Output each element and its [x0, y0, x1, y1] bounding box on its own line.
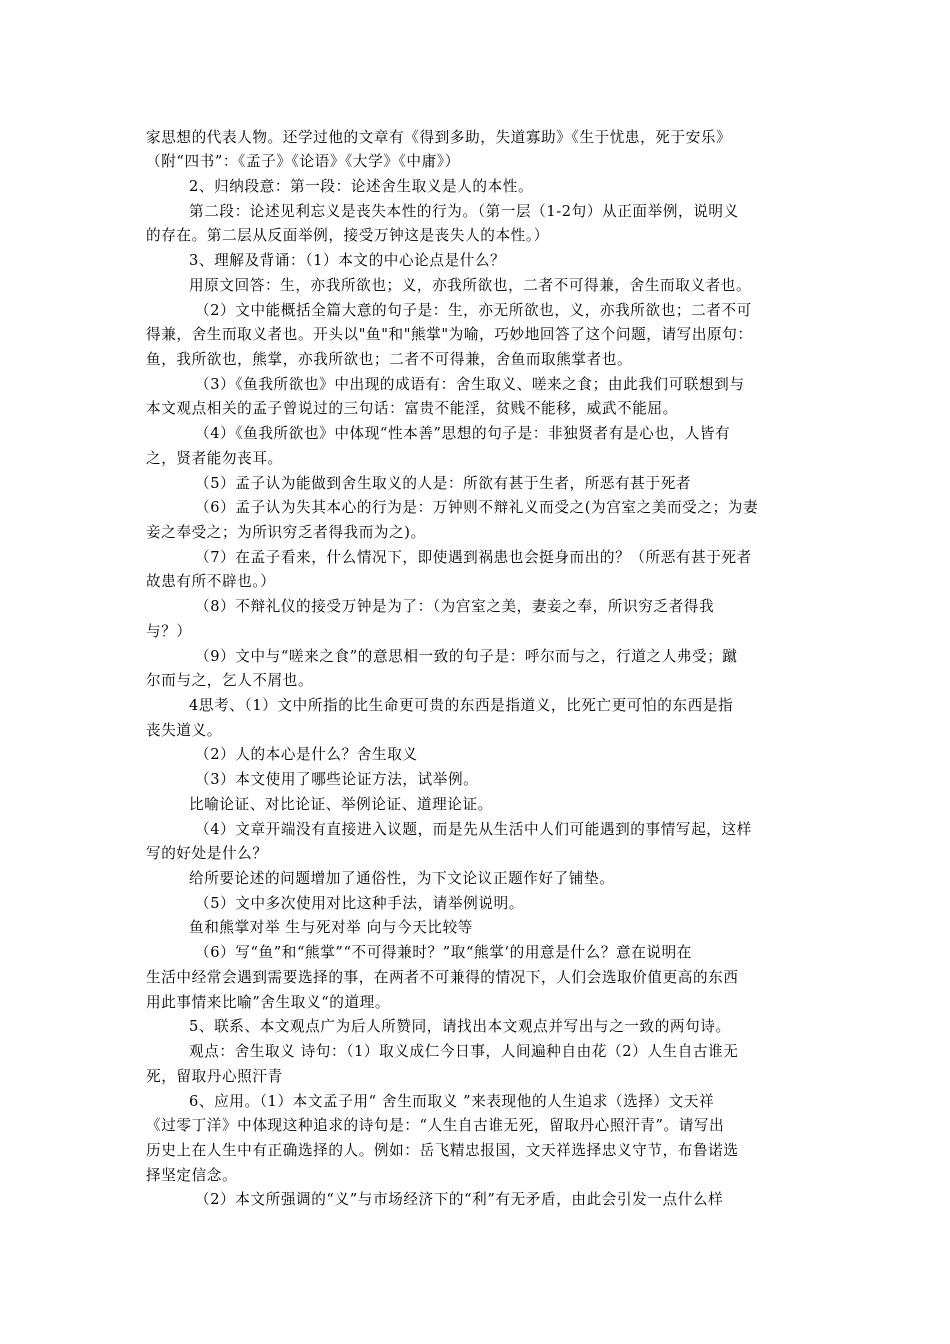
text-line: 尔而与之，乞人不屑也。: [146, 672, 314, 689]
text-line: 6、应用。（1）本文孟子用“ 舍生而取义 ”来表现他的人生追求（选择）文天祥: [189, 1093, 715, 1110]
text-line: （2）文中能概括全篇大意的句子是：生，亦无所欲也，义，亦我所欲也；二者不可: [195, 302, 752, 319]
text-line: （6）写“鱼”和“熊掌”“不可得兼时？”取“熊掌‘的用意是什么？意在说明在: [195, 944, 692, 961]
text-line: 3、理解及背诵：（1）本文的中心论点是什么？: [189, 252, 506, 269]
text-line: （3）《鱼我所欲也》中出现的成语有：舍生取义、嗟来之食；由此我们可联想到与: [195, 376, 745, 393]
text-line: 第二段：论述见利忘义是丧失本性的行为。（第一层（1-2句）从正面举例，说明义: [189, 203, 739, 220]
text-line: 2、归纳段意：第一段：论述舍生取义是人的本性。: [189, 178, 534, 195]
text-line: （3）本文使用了哪些论证方法，试举例。: [195, 771, 479, 788]
text-line: （2）人的本心是什么？舍生取义: [195, 746, 418, 763]
text-line: 观点：舍生取义 诗句：（1）取义成仁今日事，人间遍种自由花（2）人生自古谁无: [189, 1043, 739, 1060]
text-line: 与？）: [146, 623, 192, 640]
text-line: 丧失道义。: [146, 722, 222, 739]
text-line: 《过零丁洋》中体现这种追求的诗句是：“人生自古谁无死，留取丹心照汗青”。请写出: [146, 1117, 725, 1134]
text-line: 用此事情来比喻”舍生取义“的道理。: [146, 994, 391, 1011]
text-line: （9）文中与“嗟来之食”的意思相一致的句子是：呼尔而与之，行道之人弗受；蹴: [195, 648, 738, 665]
text-line: 5、联系、本文观点广为后人所赞同，请找出本文观点并写出与之一致的两句诗。: [189, 1018, 731, 1035]
text-line: 用原文回答：生，亦我所欲也；义，亦我所欲也，二者不可得兼，舍生而取义者也。: [189, 277, 752, 294]
text-line: 死，留取丹心照汗青: [146, 1068, 283, 1085]
text-line: 得兼，舍生而取义者也。开头以"鱼"和"熊掌"为喻，巧妙地回答了这个问题，请写出原句：: [146, 326, 753, 343]
text-line: 故患有所不辟也。）: [146, 573, 276, 590]
text-line: 鱼和熊掌对举 生与死对举 向与今天比较等: [189, 919, 473, 936]
text-line: （7）在孟子看来，什么情况下，即使遇到祸患也会挺身而出的？（所恶有甚于死者: [195, 549, 752, 566]
text-line: （5）文中多次使用对比这种手法，请举例说明。: [195, 895, 524, 912]
text-line: 生活中经常会遇到需要选择的事，在两者不可兼得的情况下，人们会选取价值更高的东西: [146, 969, 739, 986]
text-line: 之，贤者能勿丧耳。: [146, 450, 283, 467]
text-line: 择坚定信念。: [146, 1167, 238, 1184]
text-line: 比喻论证、对比论证、举例论证、道理论证。: [189, 796, 493, 813]
text-line: 4思考、（1）文中所指的比生命更可贵的东西是指道义，比死亡更可怕的东西是指: [189, 697, 734, 714]
text-line: 妾之奉受之；为所识穷乏者得我而为之)。: [146, 524, 426, 541]
text-line: 家思想的代表人物。还学过他的文章有《得到多助，失道寡助》《生于忧患，死于安乐》: [146, 129, 732, 146]
text-line: 给所要论述的问题增加了通俗性，为下文论议正题作好了铺垫。: [189, 870, 615, 887]
text-line: 的存在。第二层从反面举例，接受万钟这是丧失人的本性。）: [146, 227, 549, 244]
text-line: 写的好处是什么？: [146, 845, 268, 862]
text-line: （附“四书”：《孟子》《论语》《大学》《中庸》）: [146, 153, 460, 170]
text-line: 本文观点相关的孟子曾说过的三句话：富贵不能淫，贫贱不能移，威武不能屈。: [146, 400, 678, 417]
text-line: （2）本文所强调的“义”与市场经济下的“利”有无矛盾，由此会引发一点什么样: [195, 1191, 724, 1208]
text-line: （5）孟子认为能做到舍生取义的人是：所欲有甚于生者，所恶有甚于死者: [195, 475, 692, 492]
text-line: （6）孟子认为失其本心的行为是：万钟则不辩礼义而受之(为宫室之美而受之；为妻: [195, 499, 759, 516]
text-line: （8）不辩礼仪的接受万钟是为了：（为宫室之美，妻妾之奉，所识穷乏者得我: [195, 598, 715, 615]
text-line: 鱼，我所欲也，熊掌，亦我所欲也；二者不可得兼，舍鱼而取熊掌者也。: [146, 351, 633, 368]
text-line: （4）文章开端没有直接进入议题，而是先从生活中人们可能遇到的事情写起，这样: [195, 821, 752, 838]
text-line: 历史上在人生中有正确选择的人。例如：岳飞精忠报国，文天祥选择忠义守节，布鲁诺选: [146, 1142, 739, 1159]
text-line: （4）《鱼我所欲也》中体现“性本善”思想的句子是：非独贤者有是心也，人皆有: [195, 425, 731, 442]
